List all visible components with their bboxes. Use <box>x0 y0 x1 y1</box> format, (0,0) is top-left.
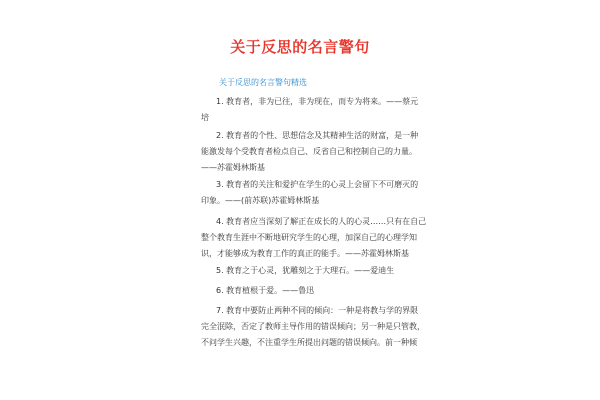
quote-6 <box>201 283 406 299</box>
quote-line: 3. 教育者的关注和爱护在学生的心灵上会留下不可磨灭的 <box>216 180 419 189</box>
document-title: 关于反思的名言警句 <box>230 38 370 56</box>
quote-line: 完全泯除，否定了教师主导作用的错误倾向；另一种是只管教， <box>201 322 425 331</box>
quote-2 <box>201 128 419 176</box>
quote-line: 培 <box>201 113 209 122</box>
quote-line: 能激发每个受教育者检点自己、反省自己和控制自己的力量。 <box>201 147 417 156</box>
quote-line: 识，才能够成为教育工作的真正的能手。——苏霍姆林斯基 <box>201 249 409 258</box>
quote-line: 印象。——(前苏联)苏霍姆林斯基 <box>201 196 320 205</box>
quote-7 <box>201 303 425 351</box>
quote-1 <box>201 94 419 126</box>
document-subtitle: 关于反思的名言警句精选 <box>219 78 307 87</box>
quote-line: 1. 教育者，非为已往，非为现在，而专为将来。——蔡元 <box>216 97 419 106</box>
quote-line: 不问学生兴趣，不注重学生所提出问题的错误倾向。前一种倾 <box>201 338 417 347</box>
quote-line: 6. 教育植根于爱。——鲁迅 <box>216 286 315 295</box>
quote-line: ——苏霍姆林斯基 <box>201 163 265 172</box>
quote-line: 整个教育生涯中不断地研究学生的心理，加深自己的心理学知 <box>201 233 417 242</box>
quote-3 <box>201 177 419 209</box>
quote-line: 4. 教育者应当深刻了解正在成长的人的心灵……只有在自己 <box>216 217 427 226</box>
quote-5 <box>201 263 406 279</box>
quote-line: 2. 教育者的个性、思想信念及其精神生活的财富，是一种 <box>216 131 419 140</box>
quote-line: 5. 教育之于心灵，犹雕刻之于大理石。——爱迪生 <box>216 266 395 275</box>
quote-line: 7. 教育中要防止两种不同的倾向：一种是将教与学的界限 <box>216 306 419 315</box>
quote-4 <box>201 214 427 262</box>
